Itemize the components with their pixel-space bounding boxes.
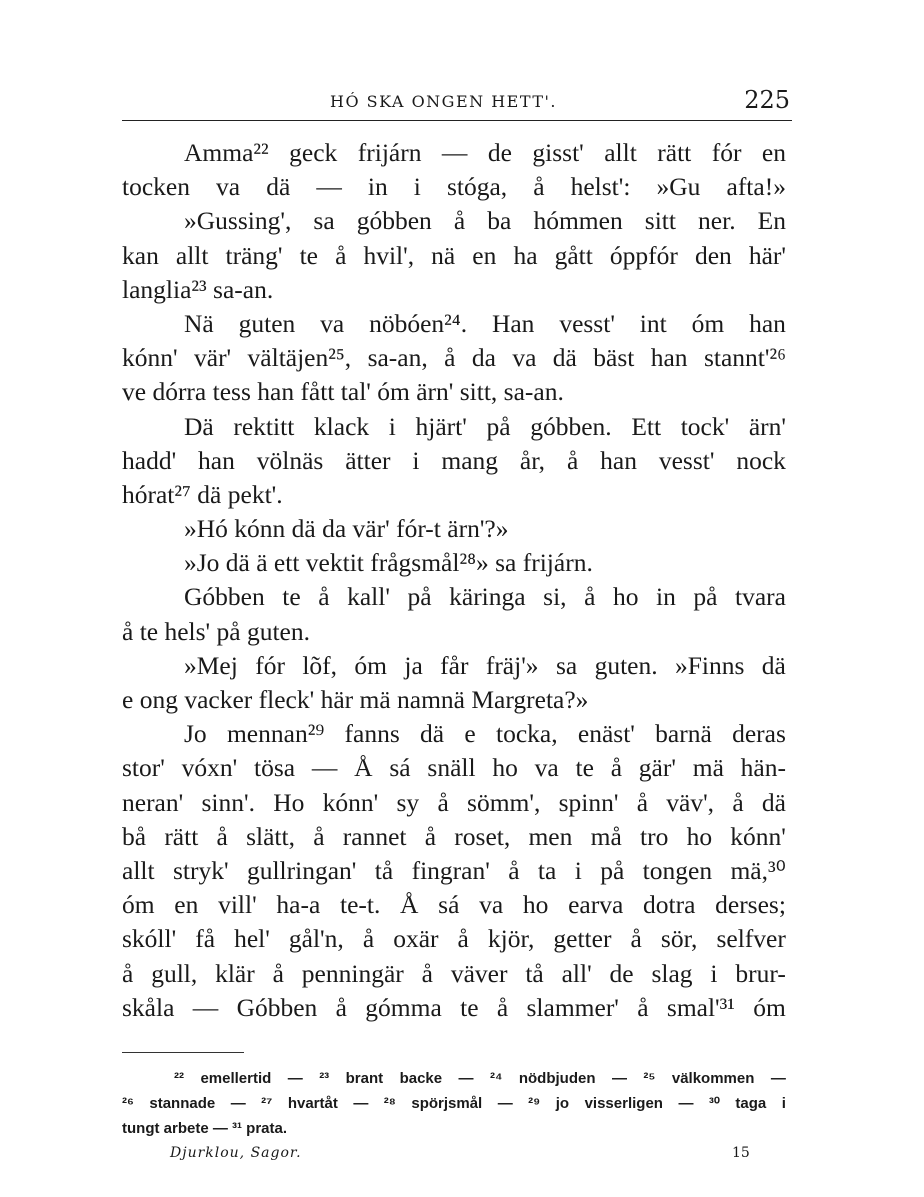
word: geck [289, 138, 338, 167]
word: vesst' [559, 308, 615, 338]
word: kónn' [322, 787, 379, 817]
word: på [693, 582, 718, 612]
word: vältäjen²⁵, [247, 343, 352, 373]
word: på [407, 582, 432, 612]
word: bäst [593, 343, 635, 373]
word: väver [450, 958, 508, 988]
page-number: 225 [744, 86, 790, 114]
word: här' [748, 240, 786, 270]
word: dä [420, 719, 445, 749]
word: slätt, [246, 821, 295, 851]
word: han [600, 445, 637, 475]
word: mä,³⁰ [730, 855, 786, 885]
word: emellertid [200, 1070, 272, 1087]
text-line [122, 204, 786, 238]
word: å [566, 445, 579, 475]
word: ja [404, 650, 423, 680]
word: ärn' [748, 411, 786, 441]
text-line [122, 170, 786, 204]
word: »Gussing', [184, 206, 292, 236]
word: »Gu [656, 172, 701, 202]
page-header [122, 86, 790, 118]
text-line [122, 957, 786, 991]
word: óppfór [609, 240, 678, 270]
word: enäst' [577, 719, 635, 749]
word: klär [215, 958, 255, 988]
word: hvartåt [287, 1095, 338, 1112]
word: får [440, 650, 469, 680]
word: va [534, 753, 559, 783]
word: helst': [570, 172, 631, 202]
word: ho [612, 582, 639, 612]
word: hvil', [363, 240, 415, 270]
word: rätt [164, 821, 199, 851]
word: e [464, 719, 476, 749]
word: óm [691, 308, 725, 338]
word: Nä [184, 308, 214, 338]
word: allt [122, 855, 155, 885]
word: å [732, 787, 744, 817]
text-line [122, 922, 786, 956]
word: ²² [174, 1070, 184, 1087]
text-line [122, 239, 786, 273]
word: i [388, 411, 396, 441]
word: dä [761, 787, 786, 817]
word: gär' [638, 753, 676, 783]
word: te [299, 240, 318, 270]
text-line [122, 820, 786, 854]
word: vär' [194, 343, 232, 373]
word: sa [313, 206, 335, 236]
word: — [770, 1070, 786, 1087]
word: neran' [122, 787, 184, 817]
word: — [287, 1070, 303, 1087]
word: ²⁷ [261, 1095, 273, 1112]
word: góbben [356, 206, 432, 236]
word: »Finns [674, 650, 745, 680]
word: på [486, 411, 511, 441]
word: visserligen [584, 1095, 663, 1112]
word: Góbben [184, 582, 265, 612]
word: sa-an, [367, 343, 428, 373]
word: ²⁴ [489, 1070, 503, 1087]
word: å [272, 958, 284, 988]
word: oxär [393, 924, 439, 954]
word: Amma²² [184, 138, 269, 167]
text-line [122, 991, 786, 1025]
word: få [195, 924, 216, 954]
word: stóga, [446, 172, 508, 202]
word: gått [554, 240, 593, 270]
word: sömm', [467, 787, 541, 817]
word: mennan²⁹ [226, 719, 325, 749]
word: smal'³¹ [666, 992, 735, 1022]
word: ³⁰ [708, 1095, 720, 1112]
word: Ett [631, 411, 662, 441]
word: käringa [449, 582, 526, 612]
word: snäll [427, 753, 476, 783]
word: å [318, 582, 330, 612]
word: ho [686, 821, 713, 851]
word: spinn' [558, 787, 619, 817]
text-line [122, 444, 786, 478]
word: fór [711, 138, 742, 167]
word: nä [431, 240, 456, 270]
text-line [122, 341, 786, 375]
word: å [453, 206, 466, 236]
word: tvara [735, 582, 786, 612]
footnote-line: tungt arbete — ³¹ prata. [122, 1120, 288, 1137]
text-line [122, 136, 786, 170]
word: å [216, 821, 228, 851]
word: — [678, 1095, 694, 1112]
footnotes [122, 1066, 786, 1141]
word: nöbóen²⁴. [369, 308, 468, 338]
word: spörjsmål [411, 1095, 483, 1112]
word: ²⁵ [643, 1070, 656, 1087]
word: sa [555, 650, 578, 680]
word: fingran' [411, 855, 490, 885]
word: backe [399, 1070, 443, 1087]
word: sá [438, 890, 460, 920]
word: å [362, 924, 375, 954]
text-line: langlia²³ sa-an. [122, 274, 274, 304]
word: ho [492, 753, 518, 783]
word: earva [568, 890, 624, 920]
word: selfver [716, 924, 786, 954]
word: te-t. [339, 890, 381, 920]
word: sá [389, 753, 411, 783]
word: vill' [218, 890, 257, 920]
word: deras [732, 719, 786, 749]
text-line: ve dórra tess han fått tal' óm ärn' sitt, sa-an. [122, 377, 564, 407]
word: barnä [655, 719, 712, 749]
sheet-number: 15 [732, 1145, 750, 1161]
word: träng' [225, 240, 283, 270]
body-text [122, 136, 786, 1025]
word: in [367, 172, 388, 202]
word: de [487, 138, 512, 167]
word: hän- [740, 753, 786, 783]
text-line: e ong vacker fleck' här mä namnä Margreta?» [122, 685, 589, 714]
word: skóll' [122, 924, 177, 954]
text-line [122, 717, 786, 751]
word: — [316, 172, 342, 202]
word: Jo [184, 719, 207, 749]
word: fräj'» [485, 650, 539, 680]
word: vesst' [658, 445, 715, 475]
word: rektitt [233, 411, 295, 441]
word: i [574, 855, 582, 885]
word: i [781, 1095, 786, 1112]
word: jo [555, 1095, 570, 1112]
word: å [421, 958, 433, 988]
word: gull, [151, 958, 198, 988]
word: må [590, 821, 622, 851]
word: å [533, 172, 545, 202]
word: tösa [254, 753, 296, 783]
footnote-line [122, 1066, 786, 1091]
text-line [122, 649, 786, 683]
word: va [512, 343, 537, 373]
word: mä [692, 753, 724, 783]
word: góbben. [530, 411, 612, 441]
word: stryk' [172, 855, 229, 885]
word: ba [487, 206, 512, 236]
word: lõf, [302, 650, 338, 680]
word: tå [525, 958, 544, 988]
word: å [496, 992, 509, 1022]
word: afta!» [726, 172, 786, 202]
word: penningär [301, 958, 404, 988]
word: tongen [642, 855, 713, 885]
word: tå [374, 855, 394, 885]
word: te [460, 992, 479, 1022]
word: int [639, 308, 667, 338]
word: tock' [680, 411, 730, 441]
footnote-line [122, 1091, 786, 1116]
word: — [497, 1095, 513, 1112]
word: bå [122, 821, 147, 851]
word: ²⁸ [383, 1095, 396, 1112]
word: óm [122, 890, 155, 920]
word: allt [175, 240, 209, 270]
word: guten [238, 308, 296, 338]
word: en [174, 890, 199, 920]
word: en [761, 138, 786, 167]
word: å [610, 753, 623, 783]
word: ²³ [319, 1070, 330, 1087]
word: slammer' [526, 992, 619, 1022]
word: å [457, 924, 469, 954]
word: ²⁶ [122, 1095, 134, 1112]
word: skåla [122, 992, 175, 1022]
text-line: »Hó kónn dä da vär' fór-t ärn'?» [184, 514, 509, 544]
word: da [471, 343, 496, 373]
word: å [335, 240, 347, 270]
word: å [637, 992, 649, 1022]
word: sör, [660, 924, 698, 954]
word: óm [354, 650, 387, 680]
word: ho [522, 890, 549, 920]
word: å [444, 343, 456, 373]
word: brant [345, 1070, 384, 1087]
word: stannade [149, 1095, 216, 1112]
word: taga [735, 1095, 767, 1112]
word: dä [266, 172, 291, 202]
text-line [122, 580, 786, 614]
word: stor' [122, 753, 165, 783]
word: dä [552, 343, 577, 373]
word: in [656, 582, 676, 612]
word: å [424, 821, 437, 851]
word: — [311, 753, 338, 783]
word: hadd' [122, 445, 177, 475]
word: de [609, 958, 634, 988]
word: allt [604, 138, 637, 167]
word: vóxn' [181, 753, 238, 783]
word: rätt [657, 138, 692, 167]
word: ha [513, 240, 538, 270]
word: gisst' [532, 138, 584, 167]
word: ätter [345, 445, 391, 475]
word: va [479, 890, 504, 920]
word: kjör, [487, 924, 535, 954]
word: kónn' [122, 343, 178, 373]
word: tro [640, 821, 669, 851]
word: te [282, 582, 301, 612]
text-line: å te hels' på guten. [122, 616, 310, 646]
word: va [216, 172, 241, 202]
word: dotra [643, 890, 696, 920]
word: i [710, 958, 718, 988]
text-line [122, 786, 786, 820]
word: si, [543, 582, 567, 612]
word: å [313, 821, 325, 851]
word: Dä [184, 411, 214, 441]
word: frijárn [357, 138, 422, 167]
word: — [441, 138, 468, 167]
word: å [636, 787, 649, 817]
word: kan [122, 240, 159, 270]
word: sy [396, 787, 420, 817]
word: gullringan' [246, 855, 357, 885]
word: — [353, 1095, 369, 1112]
word: kónn' [730, 821, 786, 851]
word: En [757, 206, 786, 236]
word: ta [537, 855, 557, 885]
text-line [122, 751, 786, 785]
word: dä [761, 650, 786, 680]
word: Han [491, 308, 535, 338]
word: han [749, 308, 786, 338]
word: Å [400, 890, 419, 920]
word: en [472, 240, 497, 270]
text-line [122, 307, 786, 341]
word: nock [736, 445, 786, 475]
word: i [412, 445, 420, 475]
word: Å [354, 753, 373, 783]
word: roset, [454, 821, 511, 851]
word: — [230, 1095, 246, 1112]
word: »Mej [184, 650, 238, 680]
word: mang [441, 445, 499, 475]
word: fór [255, 650, 285, 680]
word: tocken [122, 172, 190, 202]
word: guten. [594, 650, 658, 680]
text-line [122, 854, 786, 888]
word: Ho [273, 787, 305, 817]
signature-mark: Djurklou, Sagor. [170, 1145, 302, 1161]
word: ²⁹ [528, 1095, 541, 1112]
word: å [437, 787, 449, 817]
word: å [122, 958, 134, 988]
header-rule [122, 120, 792, 121]
word: — [611, 1070, 627, 1087]
word: hómmen [533, 206, 623, 236]
text-line: hórat²⁷ dä pekt'. [122, 479, 283, 509]
word: ha-a [276, 890, 321, 920]
word: te [575, 753, 594, 783]
word: ner. [698, 206, 736, 236]
word: stannt'²⁶ [703, 343, 786, 373]
word: välkommen [671, 1070, 755, 1087]
word: Góbben [236, 992, 318, 1022]
word: gómma [365, 992, 442, 1022]
word: nödbjuden [518, 1070, 596, 1087]
word: fanns [344, 719, 400, 749]
word: getter [553, 924, 612, 954]
word: óm [753, 992, 786, 1022]
word: sitt [644, 206, 676, 236]
word: brur- [735, 958, 786, 988]
word: men [528, 821, 573, 851]
word: va [320, 308, 345, 338]
word: derses; [715, 890, 786, 920]
word: han [198, 445, 235, 475]
word: rannet [342, 821, 407, 851]
word: å [584, 582, 596, 612]
word: den [694, 240, 732, 270]
word: på [600, 855, 625, 885]
word: å [630, 924, 642, 954]
text-line: »Jo dä ä ett vektit frågsmål²⁸» sa frijárn. [184, 548, 593, 578]
word: sinn'. [201, 787, 255, 817]
word: hel' [234, 924, 270, 954]
word: år, [519, 445, 546, 475]
word: klack [313, 411, 370, 441]
word: å [335, 992, 347, 1022]
word: — [192, 992, 219, 1022]
running-title: HÓ SKA ONGEN HETT'. [330, 92, 557, 111]
word: kall' [347, 582, 390, 612]
word: väv', [666, 787, 715, 817]
word: völnäs [256, 445, 324, 475]
word: i [413, 172, 421, 202]
word: tocka, [496, 719, 558, 749]
footnote-rule [122, 1052, 244, 1053]
word: gål'n, [288, 924, 344, 954]
word: hjärt' [415, 411, 467, 441]
word: slag [651, 958, 693, 988]
text-line [122, 410, 786, 444]
text-line [122, 888, 786, 922]
word: all' [561, 958, 592, 988]
word: å [508, 855, 520, 885]
word: han [650, 343, 688, 373]
word: — [458, 1070, 474, 1087]
